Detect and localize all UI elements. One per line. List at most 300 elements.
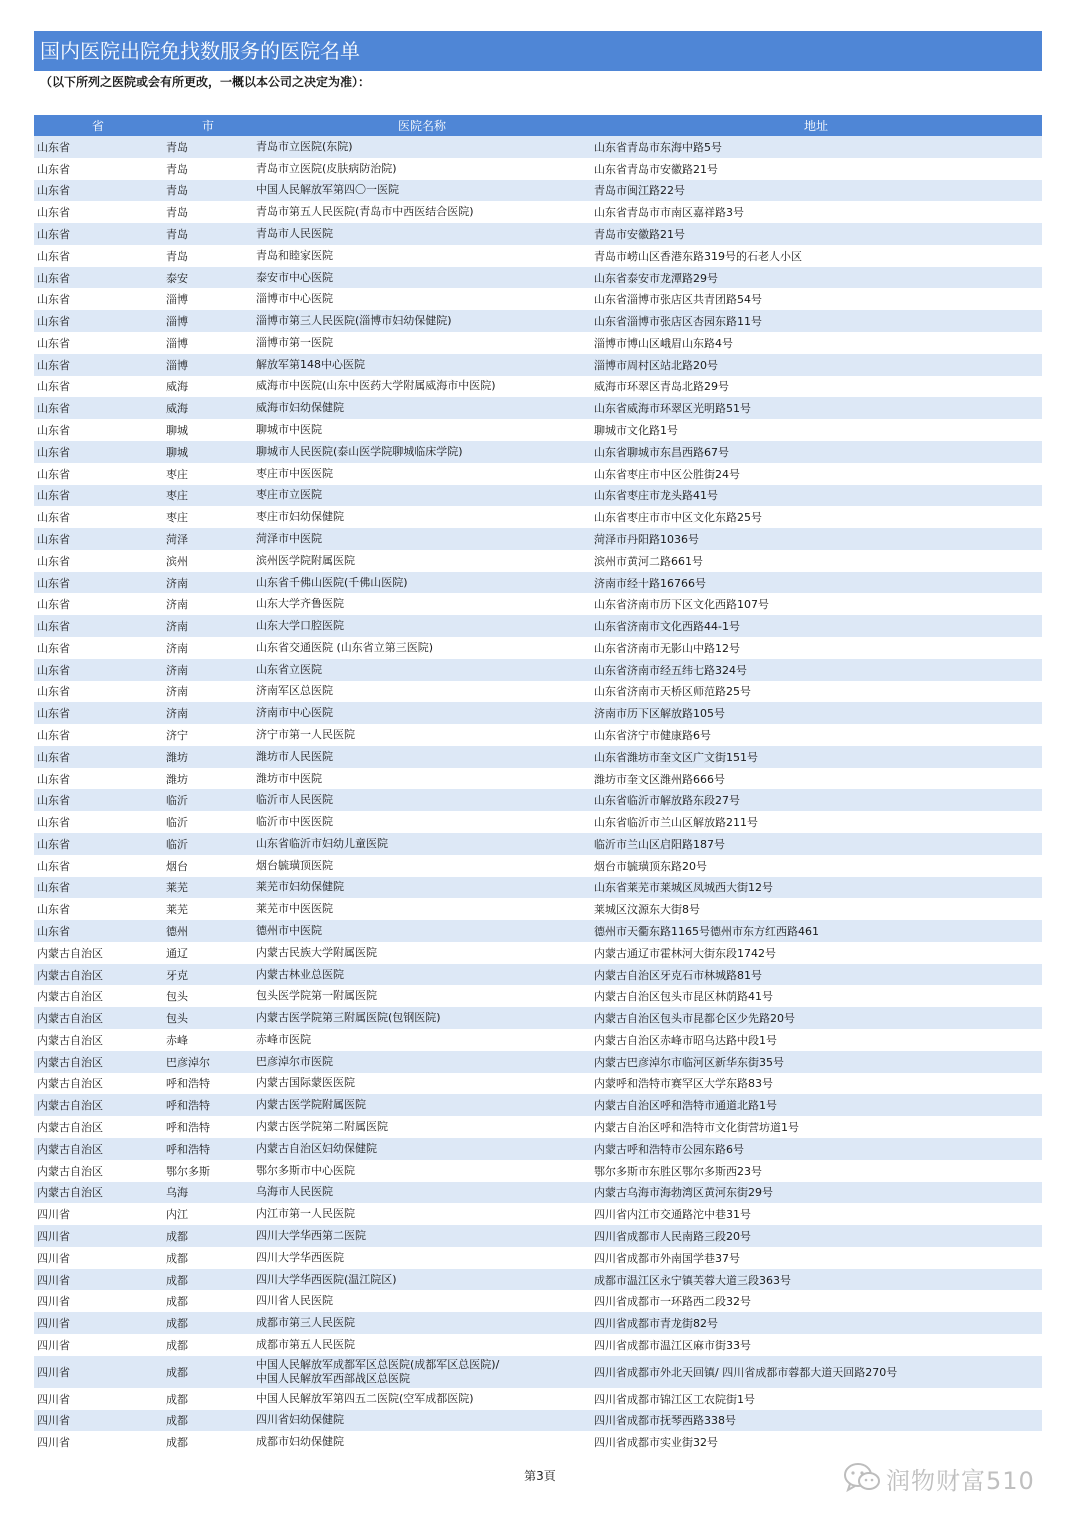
- cell-city: 济南: [166, 663, 188, 677]
- cell-hospital-name: 枣庄市妇幼保健院: [256, 510, 344, 524]
- table-row: [34, 811, 1042, 833]
- cell-address: 山东省淄博市张店区共青团路54号: [594, 293, 762, 307]
- cell-address: 山东省莱芜市莱城区凤城西大街12号: [594, 881, 773, 895]
- cell-city: 潍坊: [166, 750, 188, 764]
- cell-hospital-name: 山东省临沂市妇幼儿童医院: [256, 836, 388, 850]
- cell-province: 内蒙古自治区: [37, 1055, 103, 1069]
- table-row: [34, 180, 1042, 202]
- table-row: [34, 223, 1042, 245]
- cell-city: 乌海: [166, 1186, 188, 1200]
- cell-hospital-name: 山东省立医院: [256, 662, 322, 676]
- cell-province: 山东省: [37, 750, 70, 764]
- cell-hospital-name: 成都市第五人民医院: [256, 1337, 355, 1351]
- cell-hospital-name: 包头医学院第一附属医院: [256, 989, 377, 1003]
- cell-province: 山东省: [37, 598, 70, 612]
- table-row: [34, 1182, 1042, 1204]
- cell-city: 淄博: [166, 358, 188, 372]
- cell-city: 菏泽: [166, 532, 188, 546]
- cell-address: 山东省济南市天桥区师范路25号: [594, 685, 751, 699]
- watermark: [842, 1458, 1047, 1498]
- cell-hospital-name: 临沂市中医医院: [256, 815, 333, 829]
- table-row: [34, 201, 1042, 223]
- cell-address: 山东省泰安市龙潭路29号: [594, 271, 718, 285]
- cell-city: 成都: [166, 1436, 188, 1450]
- cell-hospital-name: 内蒙古自治区妇幼保健院: [256, 1141, 377, 1155]
- cell-province: 山东省: [37, 206, 70, 220]
- cell-address: 山东省枣庄市中区公胜街24号: [594, 467, 740, 481]
- cell-province: 山东省: [37, 816, 70, 830]
- cell-address: 鄂尔多斯市东胜区鄂尔多斯西23号: [594, 1164, 762, 1178]
- cell-hospital-name: 泰安市中心医院: [256, 270, 333, 284]
- cell-city: 枣庄: [166, 467, 188, 481]
- cell-address: 四川省成都市一环路西二段32号: [594, 1295, 751, 1309]
- cell-hospital-name: 四川大学华西医院(温江院区): [256, 1272, 397, 1286]
- cell-address: 聊城市文化路1号: [594, 424, 678, 438]
- cell-hospital-name: 内蒙古民族大学附属医院: [256, 945, 377, 959]
- cell-province: 内蒙古自治区: [37, 1142, 103, 1156]
- table-row: [34, 1007, 1042, 1029]
- page-subtitle: （以下所列之医院或会有所更改，一概以本公司之决定为准）：: [40, 75, 371, 89]
- table-row: [34, 354, 1042, 376]
- cell-province: 内蒙古自治区: [37, 1099, 103, 1113]
- cell-hospital-name: 青岛市人民医院: [256, 227, 333, 241]
- cell-province: 山东省: [37, 794, 70, 808]
- cell-city: 济南: [166, 620, 188, 634]
- cell-city: 滨州: [166, 554, 188, 568]
- table-row: [34, 1431, 1042, 1453]
- table-row: [34, 964, 1042, 986]
- cell-province: 山东省: [37, 728, 70, 742]
- cell-city: 烟台: [166, 859, 188, 873]
- cell-hospital-name: 青岛市立医院(东院): [256, 139, 353, 153]
- cell-hospital-name: 四川省妇幼保健院: [256, 1413, 344, 1427]
- cell-province: 内蒙古自治区: [37, 1164, 103, 1178]
- cell-city: 枣庄: [166, 489, 188, 503]
- cell-city: 威海: [166, 380, 188, 394]
- cell-province: 内蒙古自治区: [37, 1077, 103, 1091]
- table-row: [34, 1138, 1042, 1160]
- cell-city: 济南: [166, 707, 188, 721]
- cell-province: 内蒙古自治区: [37, 1012, 103, 1026]
- cell-address: 四川省成都市青龙街82号: [594, 1317, 718, 1331]
- cell-city: 成都: [166, 1295, 188, 1309]
- table-row: [34, 833, 1042, 855]
- cell-hospital-name: 潍坊市人民医院: [256, 749, 333, 763]
- cell-hospital-name: 青岛和睦家医院: [256, 248, 333, 262]
- watermark-text: 润物财富510: [886, 1466, 1035, 1495]
- cell-address: 山东省枣庄市龙头路41号: [594, 489, 718, 503]
- cell-city: 德州: [166, 925, 188, 939]
- cell-province: 四川省: [37, 1208, 70, 1222]
- cell-address: 内蒙古乌海市海勃湾区黄河东街29号: [594, 1186, 773, 1200]
- cell-province: 四川省: [37, 1414, 70, 1428]
- cell-hospital-name: 四川省人民医院: [256, 1294, 333, 1308]
- cell-province: 山东省: [37, 707, 70, 721]
- cell-address: 潍坊市奎文区潍州路666号: [594, 772, 725, 786]
- table-row: [34, 267, 1042, 289]
- cell-province: 山东省: [37, 772, 70, 786]
- cell-hospital-name: 青岛市第五人民医院(青岛市中西医结合医院): [256, 205, 474, 219]
- cell-city: 泰安: [166, 271, 188, 285]
- cell-province: 山东省: [37, 380, 70, 394]
- cell-hospital-name: 山东省交通医院 (山东省立第三医院): [256, 640, 434, 654]
- table-row: [34, 768, 1042, 790]
- cell-address: 四川省成都市温江区麻市街33号: [594, 1338, 751, 1352]
- cell-address: 山东省青岛市安徽路21号: [594, 162, 718, 176]
- cell-address: 山东省淄博市张店区杏园东路11号: [594, 315, 762, 329]
- cell-city: 内江: [166, 1208, 188, 1222]
- header-city: 市: [201, 119, 214, 133]
- cell-hospital-name: 聊城市人民医院(泰山医学院聊城临床学院): [256, 444, 463, 458]
- cell-province: 山东省: [37, 881, 70, 895]
- cell-address: 山东省青岛市东海中路5号: [594, 140, 722, 154]
- cell-address: 内蒙古通辽市霍林河大街东段1742号: [594, 946, 776, 960]
- table-row: [34, 659, 1042, 681]
- table-row: [34, 702, 1042, 724]
- cell-province: 山东省: [37, 358, 70, 372]
- cell-city: 济南: [166, 598, 188, 612]
- cell-hospital-name: 山东省千佛山医院(千佛山医院): [256, 575, 408, 589]
- table-row: [34, 158, 1042, 180]
- page-title: 国内医院出院免找数服务的医院名单: [34, 31, 1042, 71]
- cell-city: 成都: [166, 1338, 188, 1352]
- cell-province: 内蒙古自治区: [37, 990, 103, 1004]
- cell-city: 牙克: [166, 968, 188, 982]
- table-row: [34, 1051, 1042, 1073]
- cell-province: 山东省: [37, 685, 70, 699]
- table-row: [34, 1225, 1042, 1247]
- cell-hospital-name: 淄博市第一医院: [256, 335, 333, 349]
- cell-city: 潍坊: [166, 772, 188, 786]
- hospital-table: [34, 115, 1042, 1453]
- cell-province: 山东省: [37, 489, 70, 503]
- cell-city: 淄博: [166, 336, 188, 350]
- cell-city: 临沂: [166, 794, 188, 808]
- cell-address: 德州市天衢东路1165号德州市东方红西路461: [594, 925, 819, 939]
- cell-province: 山东省: [37, 445, 70, 459]
- table-row: [34, 789, 1042, 811]
- cell-address: 内蒙古自治区牙克石市林城路81号: [594, 968, 762, 982]
- cell-hospital-name: 内蒙古林业总医院: [256, 967, 344, 981]
- cell-address: 内蒙古呼和浩特市公园东路6号: [594, 1142, 744, 1156]
- cell-city: 呼和浩特: [166, 1121, 210, 1135]
- table-row: [34, 245, 1042, 267]
- table-row: [34, 419, 1042, 441]
- cell-address: 山东省济南市文化西路44-1号: [594, 620, 740, 634]
- cell-province: 四川省: [37, 1365, 70, 1379]
- page-number: 第3頁: [524, 1469, 556, 1483]
- cell-province: 山东省: [37, 641, 70, 655]
- cell-address: 莱城区汶源东大街8号: [594, 903, 700, 917]
- cell-city: 枣庄: [166, 511, 188, 525]
- table-row: [34, 746, 1042, 768]
- table-row: [34, 920, 1042, 942]
- cell-city: 临沂: [166, 837, 188, 851]
- cell-address: 淄博市周村区站北路20号: [594, 358, 718, 372]
- cell-city: 成都: [166, 1392, 188, 1406]
- cell-city: 鄂尔多斯: [166, 1164, 210, 1178]
- table-row: [34, 1073, 1042, 1095]
- cell-hospital-name: 威海市中医院(山东中医药大学附属威海市中医院): [256, 379, 496, 393]
- table-row: [34, 376, 1042, 398]
- cell-hospital-name: 乌海市人民医院: [256, 1185, 333, 1199]
- cell-province: 山东省: [37, 402, 70, 416]
- cell-address: 内蒙呼和浩特市赛罕区大学东路83号: [594, 1077, 773, 1091]
- cell-province: 山东省: [37, 576, 70, 590]
- cell-address: 四川省成都市锦江区工农院街1号: [594, 1392, 755, 1406]
- cell-city: 聊城: [166, 424, 188, 438]
- cell-city: 呼和浩特: [166, 1099, 210, 1113]
- cell-address: 四川省成都市实业街32号: [594, 1436, 718, 1450]
- cell-address: 山东省潍坊市奎文区广文街151号: [594, 750, 758, 764]
- cell-city: 成都: [166, 1414, 188, 1428]
- cell-address: 山东省枣庄市市中区文化东路25号: [594, 511, 762, 525]
- cell-address: 滨州市黄河二路661号: [594, 554, 703, 568]
- cell-city: 包头: [166, 1012, 188, 1026]
- table-row: [34, 1160, 1042, 1182]
- cell-hospital-name: 成都市妇幼保健院: [256, 1435, 344, 1449]
- wechat-icon: [842, 1460, 882, 1496]
- cell-city: 成都: [166, 1317, 188, 1331]
- cell-address: 济南市经十路16766号: [594, 576, 706, 590]
- cell-city: 成都: [166, 1365, 188, 1379]
- cell-address: 山东省青岛市市南区嘉祥路3号: [594, 206, 744, 220]
- cell-city: 通辽: [166, 946, 188, 960]
- cell-province: 山东省: [37, 532, 70, 546]
- cell-city: 青岛: [166, 184, 188, 198]
- cell-province: 四川省: [37, 1295, 70, 1309]
- cell-city: 莱芜: [166, 881, 188, 895]
- cell-hospital-name: 莱芜市中医医院: [256, 902, 333, 916]
- cell-province: 四川省: [37, 1392, 70, 1406]
- cell-city: 赤峰: [166, 1033, 188, 1047]
- cell-address: 威海市环翠区青岛北路29号: [594, 380, 729, 394]
- cell-city: 济南: [166, 641, 188, 655]
- cell-hospital-name: 滨州医学院附属医院: [256, 553, 355, 567]
- cell-address: 菏泽市丹阳路1036号: [594, 532, 699, 546]
- table-row: [34, 397, 1042, 419]
- cell-city: 成都: [166, 1273, 188, 1287]
- cell-province: 山东省: [37, 184, 70, 198]
- cell-hospital-name: 成都市第三人民医院: [256, 1316, 355, 1330]
- cell-province: 山东省: [37, 467, 70, 481]
- cell-province: 山东省: [37, 162, 70, 176]
- cell-city: 莱芜: [166, 903, 188, 917]
- cell-province: 四川省: [37, 1251, 70, 1265]
- cell-hospital-name: 山东大学齐鲁医院: [256, 597, 344, 611]
- cell-address: 四川省成都市人民南路三段20号: [594, 1229, 751, 1243]
- cell-address: 内蒙古自治区赤峰市昭乌达路中段1号: [594, 1033, 777, 1047]
- table-row: [34, 506, 1042, 528]
- cell-address: 内蒙古巴彦淖尔市临河区新华东街35号: [594, 1055, 784, 1069]
- cell-hospital-name: 临沂市人民医院: [256, 793, 333, 807]
- table-row: [34, 463, 1042, 485]
- cell-city: 青岛: [166, 162, 188, 176]
- table-row: [34, 310, 1042, 332]
- table-row: [34, 485, 1042, 507]
- cell-province: 内蒙古自治区: [37, 1121, 103, 1135]
- cell-address: 山东省济宁市健康路6号: [594, 728, 711, 742]
- cell-address: 四川省成都市外北天回镇/ 四川省成都市蓉都大道天回路270号: [594, 1365, 898, 1379]
- table-row: [34, 942, 1042, 964]
- cell-city: 淄博: [166, 293, 188, 307]
- cell-hospital-name: 淄博市第三人民医院(淄博市妇幼保健院): [256, 314, 452, 328]
- cell-hospital-name: 济南市中心医院: [256, 706, 333, 720]
- table-row: [34, 1312, 1042, 1334]
- cell-city: 聊城: [166, 445, 188, 459]
- cell-hospital-name: 威海市妇幼保健院: [256, 401, 344, 415]
- cell-city: 青岛: [166, 249, 188, 263]
- table-row: [34, 1388, 1042, 1410]
- cell-address: 青岛市闽江路22号: [594, 184, 685, 198]
- table-row: [34, 1334, 1042, 1356]
- cell-address: 四川省内江市交通路沱中巷31号: [594, 1208, 751, 1222]
- cell-province: 山东省: [37, 140, 70, 154]
- cell-province: 四川省: [37, 1338, 70, 1352]
- cell-hospital-name: 烟台毓璜顶医院: [256, 858, 333, 872]
- cell-address: 山东省临沂市兰山区解放路211号: [594, 816, 758, 830]
- cell-hospital-name: 中国人民解放军第四五二医院(空军成都医院): [256, 1391, 474, 1405]
- cell-address: 临沂市兰山区启阳路187号: [594, 837, 725, 851]
- cell-address: 淄博市博山区峨眉山东路4号: [594, 336, 733, 350]
- cell-hospital-name: 山东大学口腔医院: [256, 619, 344, 633]
- cell-province: 山东省: [37, 511, 70, 525]
- cell-address: 山东省聊城市东昌西路67号: [594, 445, 729, 459]
- cell-address: 四川省成都市抚琴西路338号: [594, 1414, 736, 1428]
- cell-city: 济宁: [166, 728, 188, 742]
- table-row: [34, 1094, 1042, 1116]
- cell-city: 威海: [166, 402, 188, 416]
- cell-hospital-name: 潍坊市中医院: [256, 771, 322, 785]
- cell-province: 四川省: [37, 1436, 70, 1450]
- table-row: [34, 855, 1042, 877]
- cell-hospital-name: 内江市第一人民医院: [256, 1207, 355, 1221]
- table-row: [34, 898, 1042, 920]
- cell-province: 山东省: [37, 903, 70, 917]
- cell-address: 山东省济南市历下区文化西路107号: [594, 598, 769, 612]
- cell-province: 内蒙古自治区: [37, 968, 103, 982]
- cell-hospital-name: 枣庄市中医医院: [256, 466, 333, 480]
- cell-hospital-name: 莱芜市妇幼保健院: [256, 880, 344, 894]
- table-row: [34, 528, 1042, 550]
- cell-province: 山东省: [37, 293, 70, 307]
- cell-hospital-name: 内蒙古医学院第二附属医院: [256, 1120, 388, 1134]
- cell-province: 四川省: [37, 1229, 70, 1243]
- cell-province: 四川省: [37, 1317, 70, 1331]
- cell-province: 山东省: [37, 663, 70, 677]
- cell-province: 内蒙古自治区: [37, 1186, 103, 1200]
- cell-address: 烟台市毓璜顶东路20号: [594, 859, 707, 873]
- table-row: [34, 593, 1042, 615]
- cell-city: 济南: [166, 576, 188, 590]
- cell-hospital-name: 淄博市中心医院: [256, 292, 333, 306]
- table-row: [34, 1203, 1042, 1225]
- cell-address: 内蒙古自治区呼和浩特市文化街营坊道1号: [594, 1121, 799, 1135]
- table-row: [34, 1356, 1042, 1388]
- cell-city: 青岛: [166, 228, 188, 242]
- cell-city: 呼和浩特: [166, 1142, 210, 1156]
- cell-address: 山东省威海市环翠区光明路51号: [594, 402, 751, 416]
- table-row: [34, 1269, 1042, 1291]
- table-row: [34, 615, 1042, 637]
- table-row: [34, 572, 1042, 594]
- cell-hospital-name: 济宁市第一人民医院: [256, 727, 355, 741]
- cell-hospital-name: 聊城市中医院: [256, 423, 322, 437]
- table-header: [34, 115, 1042, 136]
- table-row: [34, 1029, 1042, 1051]
- table-row: [34, 1290, 1042, 1312]
- cell-province: 内蒙古自治区: [37, 946, 103, 960]
- cell-hospital-name: 四川大学华西第二医院: [256, 1228, 366, 1242]
- cell-city: 淄博: [166, 315, 188, 329]
- cell-province: 山东省: [37, 315, 70, 329]
- cell-province: 山东省: [37, 554, 70, 568]
- cell-hospital-name: 济南军区总医院: [256, 684, 333, 698]
- cell-address: 山东省济南市无影山中路12号: [594, 641, 740, 655]
- header-hospital-name: 医院名称: [397, 118, 446, 133]
- cell-province: 山东省: [37, 837, 70, 851]
- cell-province: 山东省: [37, 859, 70, 873]
- cell-hospital-name: 中国人民解放军第四〇一医院: [256, 183, 399, 197]
- cell-hospital-name: 菏泽市中医院: [256, 531, 322, 545]
- header-province: 省: [91, 119, 104, 133]
- cell-province: 山东省: [37, 925, 70, 939]
- cell-city: 成都: [166, 1251, 188, 1265]
- table-row: [34, 1116, 1042, 1138]
- cell-city: 青岛: [166, 206, 188, 220]
- cell-province: 山东省: [37, 620, 70, 634]
- table-row: [34, 724, 1042, 746]
- cell-city: 青岛: [166, 140, 188, 154]
- table-row: [34, 441, 1042, 463]
- cell-address: 济南市历下区解放路105号: [594, 707, 725, 721]
- cell-city: 巴彦淖尔: [166, 1055, 210, 1069]
- cell-city: 济南: [166, 685, 188, 699]
- cell-address: 青岛市崂山区香港东路319号的石老人小区: [594, 249, 802, 263]
- table-row: [34, 1247, 1042, 1269]
- cell-hospital-name: 四川大学华西医院: [256, 1250, 344, 1264]
- cell-province: 山东省: [37, 336, 70, 350]
- cell-province: 山东省: [37, 424, 70, 438]
- table-row: [34, 1410, 1042, 1432]
- cell-province: 山东省: [37, 249, 70, 263]
- cell-hospital-name: 解放军第148中心医院: [256, 357, 365, 371]
- cell-address: 四川省成都市外南国学巷37号: [594, 1251, 740, 1265]
- cell-city: 成都: [166, 1229, 188, 1243]
- cell-address: 山东省临沂市解放路东段27号: [594, 794, 740, 808]
- cell-province: 内蒙古自治区: [37, 1033, 103, 1047]
- cell-address: 山东省济南市经五纬七路324号: [594, 663, 747, 677]
- table-row: [34, 288, 1042, 310]
- cell-province: 四川省: [37, 1273, 70, 1287]
- cell-city: 包头: [166, 990, 188, 1004]
- table-row: [34, 681, 1042, 703]
- cell-hospital-name: 中国人民解放军成都军区总医院(成都军区总医院)/ 中国人民解放军西部战区总医院: [256, 1357, 500, 1385]
- cell-hospital-name: 内蒙古国际蒙医医院: [256, 1076, 355, 1090]
- table-row: [34, 550, 1042, 572]
- cell-city: 呼和浩特: [166, 1077, 210, 1091]
- cell-hospital-name: 青岛市立医院(皮肤病防治院): [256, 161, 397, 175]
- cell-address: 内蒙古自治区包头市昆都仑区少先路20号: [594, 1012, 795, 1026]
- cell-address: 成都市温江区永宁镇芙蓉大道三段363号: [594, 1273, 791, 1287]
- cell-hospital-name: 赤峰市医院: [256, 1032, 311, 1046]
- cell-hospital-name: 内蒙古医学院附属医院: [256, 1098, 366, 1112]
- cell-province: 山东省: [37, 271, 70, 285]
- table-row: [34, 332, 1042, 354]
- cell-hospital-name: 巴彦淖尔市医院: [256, 1054, 333, 1068]
- cell-hospital-name: 枣庄市立医院: [256, 488, 322, 502]
- cell-address: 青岛市安徽路21号: [594, 228, 685, 242]
